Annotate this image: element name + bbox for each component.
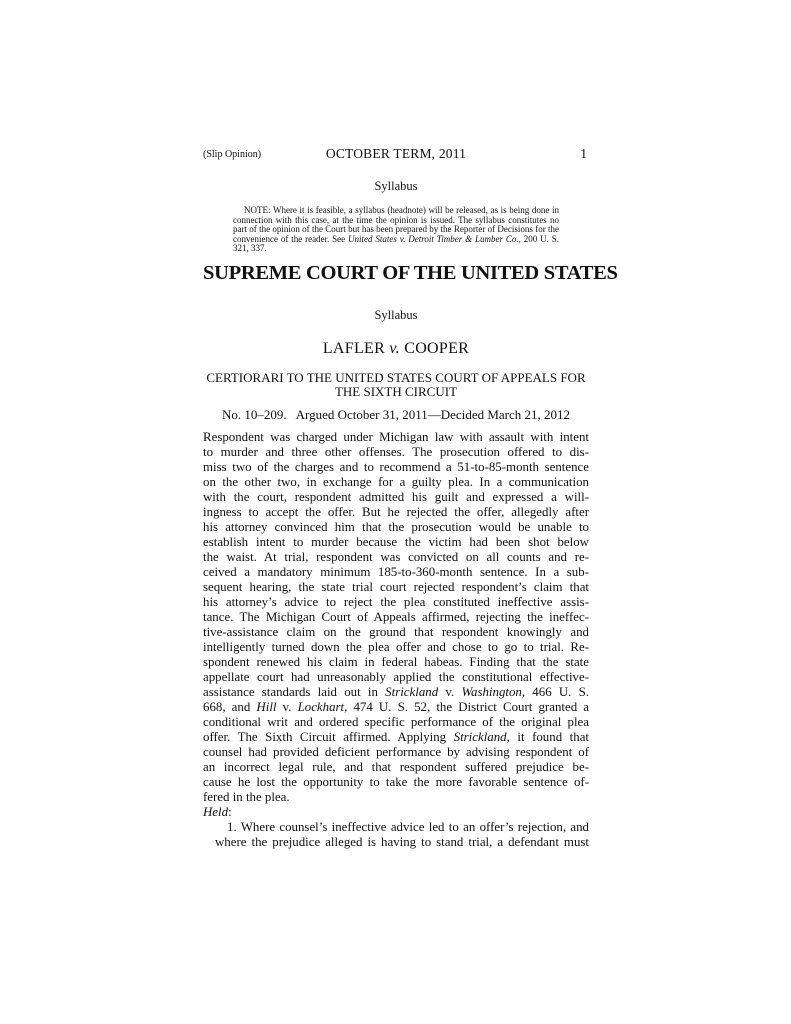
body-line: ceived a mandatory minimum 185-to-360-month sentence. In a sub- xyxy=(203,565,589,579)
case-name-italic: Hill xyxy=(256,700,277,714)
body-line: the waist. At trial, respondent was convicted on all counts and re- xyxy=(203,550,589,564)
body-line: Respondent was charged under Michigan law with assault with intent xyxy=(203,430,589,444)
case-name-italic: Strickland xyxy=(453,730,507,744)
body-line: appellate court had unreasonably applied the constitutional effective- xyxy=(203,670,589,684)
body-line: to murder and three other offenses. The prosecution offered to dis- xyxy=(203,445,589,459)
running-header xyxy=(203,146,589,164)
body-line: ingness to accept the offer. But he rejected the offer, allegedly after xyxy=(203,505,589,519)
note-text: NOTE: Where it is feasible, a syllabus (headnote) will be released, as is being done in connection with this case, at the time the opinion is issued. The syllabus constitutes no part of the opinion of the Court but has been prepared by the Reporter of Decisions for the convenience of the reader. See xyxy=(233,205,559,244)
case-name-italic: Washington xyxy=(461,685,522,699)
body-line: with the court, respondent admitted his guilt and expressed a will- xyxy=(203,490,589,504)
body-line-strickland: assistance standards laid out in Strickland v. Washington, 466 U. S. xyxy=(203,685,590,699)
body-line: an incorrect legal rule, and that respondent suffered prejudice be- xyxy=(203,760,589,774)
court-name: SUPREME COURT OF THE UNITED STATES xyxy=(203,262,618,284)
body-line: fered in the plea. xyxy=(203,790,290,804)
certiorari-line-2: THE SIXTH CIRCUIT xyxy=(334,384,458,399)
syllabus-heading: Syllabus xyxy=(374,308,418,322)
held-colon: : xyxy=(228,805,232,819)
body-line: intelligently turned down the plea offer and chose to go to trial. Re- xyxy=(203,640,589,654)
term-label: OCTOBER TERM, 2011 xyxy=(325,146,467,161)
holding-line: 1. Where counsel’s ineffective advice led to an offer’s rejection, and xyxy=(227,820,589,834)
body-line: tance. The Michigan Court of Appeals affirmed, rejecting the ineffec- xyxy=(203,610,589,624)
certiorari-line xyxy=(203,371,589,399)
body-line-hill: 668, and Hill v. Lockhart, 474 U. S. 52, the District Court granted a xyxy=(203,700,589,714)
body-line: spondent renewed his claim in federal habeas. Finding that the state xyxy=(203,655,589,669)
page-number: 1 xyxy=(580,146,587,161)
body-line: establish intent to murder because the victim had been shot below xyxy=(203,535,589,549)
versus: v. xyxy=(389,340,400,357)
body-line: his attorney convinced him that the prosecution would be unable to xyxy=(203,520,589,534)
case-name-italic: Strickland xyxy=(385,685,439,699)
held-heading xyxy=(203,805,589,820)
note-citation: United States v. Detroit Timber & Lumber Co. xyxy=(348,233,519,244)
body-line: his attorney’s advice to reject the plea constituted ineffective assis- xyxy=(203,595,589,609)
body-line-applying: offer. The Sixth Circuit affirmed. Applying Strickland, it found that xyxy=(203,730,589,744)
body-line: sequent hearing, the state trial court rejected respondent’s claim that xyxy=(203,580,589,594)
certiorari-line-1: CERTIORARI TO THE UNITED STATES COURT OF APPEALS FOR xyxy=(206,370,586,385)
reporter-note xyxy=(233,206,559,254)
respondent-name: COOPER xyxy=(404,340,470,357)
body-line: conditional writ and ordered specific performance of the original plea xyxy=(203,715,589,729)
case-caption xyxy=(203,340,589,358)
holding-1 xyxy=(203,820,589,850)
body-line: tive-assistance claim on the ground that respondent knowingly and xyxy=(203,625,589,639)
note-citation-tail: , 200 U. S. 321, 337. xyxy=(233,233,559,254)
holding-line: where the prejudice alleged is having to stand trial, a defendant must xyxy=(215,835,589,849)
syllabus-body xyxy=(203,430,589,850)
case-name-italic: Lockhart xyxy=(297,700,345,714)
held-label: Held xyxy=(203,805,229,819)
docket-line: No. 10–209. Argued October 31, 2011—Decided March 21, 2012 xyxy=(221,407,571,422)
body-line: miss two of the charges and to recommend a 51-to-85-month sentence xyxy=(203,460,589,474)
body-line: on the other two, in exchange for a guilty plea. In a communication xyxy=(203,475,589,489)
syllabus-heading-top: Syllabus xyxy=(374,179,418,193)
body-line: cause he lost the opportunity to take the more favorable sentence of- xyxy=(203,775,589,789)
facts-paragraph xyxy=(203,430,589,805)
petitioner-name: LAFLER xyxy=(322,340,386,357)
slip-opinion-label: (Slip Opinion) xyxy=(203,149,262,160)
body-line: counsel had provided deficient performance by advising respondent of xyxy=(203,745,589,759)
